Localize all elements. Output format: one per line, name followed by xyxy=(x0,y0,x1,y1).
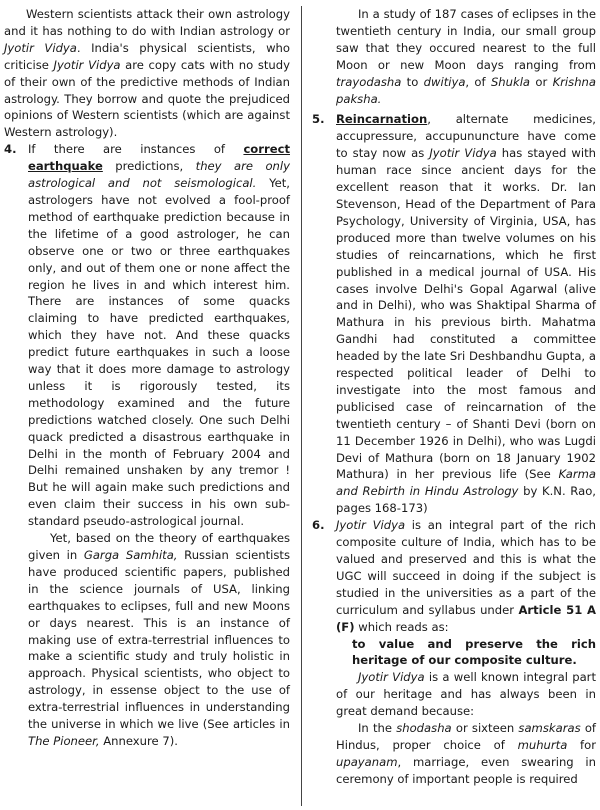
list-number: 4. xyxy=(4,142,17,157)
column-divider xyxy=(301,6,302,806)
list-number: 5. xyxy=(312,112,325,127)
left-paragraph-western-scientists: Western scientists attack their own astrology and it has nothing to do with Indian astrology or Jyotir Vidya. India's physical scientists, who criticise Jyotir Vidya are copy cats with no study of their own of the predictive methods of Indian astrology. They borrow and quote the prejudiced opinions of Western scientists (which are against Western astrology). xyxy=(4,7,290,140)
right-column xyxy=(312,6,596,788)
right-paragraph-eclipses-study: In a study of 187 cases of eclipses in the twentieth century in India, our small group saw that they occured nearest to the full Moon or new Moon days ranging from trayodasha to dwitiya, of Shukla or Krishna paksha. xyxy=(336,7,596,106)
right-paragraph-heritage: Jyotir Vidya is a well known integral part of our heritage and has always been in great demand because: xyxy=(336,670,596,719)
underlined-heading-correct-earthquake: correct earthquake xyxy=(28,142,290,174)
left-column xyxy=(4,6,290,750)
right-paragraph-samskaras: In the shodasha or sixteen samskaras of Hindus, proper choice of muhurta for upayanam, marriage, even swearing in ceremony of important people is required xyxy=(336,721,596,786)
list-item-6-composite-culture: 6. Jyotir Vidya is an integral part of the rich composite culture of India, which has to be valued and preserved and this is what the UGC will succeed in doing if the subject is studied in the universities as a part of the curriculum and syllabus under Article 51 A (F) which reads as: xyxy=(312,518,596,634)
left-paragraph-garga-samhita: Yet, based on the theory of earthquakes given in Garga Samhita, Russian scientists have produced scientific papers, published in the science journals of USA, linking earthquakes to eclipses, full and new Moons or days nearest. This is an instance of making use of extra-terrestrial influences to make a scientific study and truly holistic in approach. Physical scientists, who object to astrology, in essense object to the use of extra-terrestrial influences in understanding the universe in which we live (See articles in The Pioneer, Annexure 7). xyxy=(28,531,290,748)
article-reference: Article 51 A (F) xyxy=(336,602,596,634)
constitution-quote: to value and preserve the rich heritage of our composite culture. xyxy=(352,636,596,668)
list-number: 6. xyxy=(312,518,325,533)
list-item-5-reincarnation: 5. Reincarnation, alternate medicines, accupressure, accupununcture have come to stay now as Jyotir Vidya has stayed with human race since ancient days for the excellent reason that it works. Dr. Ian Stevenson, Head of the Department of Para Psychology, University of Virginia, USA, has produced more than twelve volumes on his studies of reincarnations, which he first published in a medical journal of USA. His cases involve Delhi's Gopal Agarwal (alive and in Delhi), who was Shaktipal Sharma of Mathura in his previous birth. Mahatma Gandhi had constituted a committee headed by the late Sri Deshbandhu Gupta, a respected political leader of Delhi to investigate into the most famous and publicised case of reincarnation of the twentieth century – of Shanti Devi (born on 11 December 1926 in Delhi), who was Lugdi Devi of Mathura (born on 18 January 1902 Mathura) in her previous life (See Karma and Rebirth in Hindu Astrology by K.N. Rao, pages 168-173) xyxy=(312,112,596,516)
list-item-4-earthquake: 4. If there are instances of correct earthquake predictions, they are only astrological and not seismological. Yet, astrologers have not evolved a fool-proof method of earthquake prediction because in the lifetime of a good astrologer, he can observe one or two or three earthquakes only, and out of them one or none affect the region he lives in and which interest him. There are instances of some quacks claiming to have predicted earthquakes, which they have not. And these quacks predict future earthquakes in such a loose way that it does more damage to astrology unless it is rigorously tested, its methodology examined and the future predictions watched closely. One such Delhi quack predicted a disastrous earthquake in Delhi in the month of February 2004 and Delhi remained unshaken by any tremor ! But he will again make such predictions and even claim their success in his own sub-standard pseudo-astrological journal. xyxy=(4,142,290,529)
underlined-heading-reincarnation: Reincarnation xyxy=(336,112,428,127)
